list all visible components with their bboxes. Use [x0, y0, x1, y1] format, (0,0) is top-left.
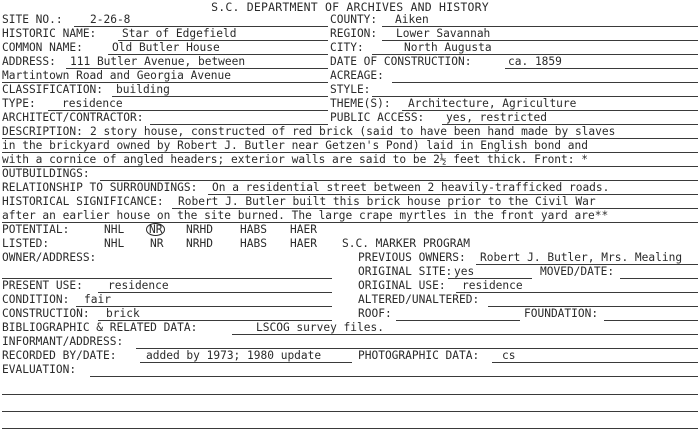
style-label: STYLE: — [330, 83, 371, 96]
description-line-3 — [0, 153, 700, 166]
row-relationship — [0, 181, 700, 194]
historic-name-label: HISTORIC NAME: — [2, 27, 97, 40]
potential-nrhd: NRHD — [186, 223, 213, 236]
row-potential — [0, 223, 700, 236]
listed-label: LISTED: — [2, 237, 50, 250]
recorded-by-label: RECORDED BY/DATE: — [2, 349, 117, 362]
outbuildings-label: OUTBUILDINGS: — [2, 167, 90, 180]
present-use-label: PRESENT USE: — [2, 279, 83, 292]
site-no-value: 2-26-8 — [90, 13, 131, 26]
row-informant — [0, 335, 700, 348]
region-label: REGION: — [330, 27, 378, 40]
listed-haer: HAER — [290, 237, 317, 250]
potential-habs: HABS — [240, 223, 267, 236]
common-name-label: COMMON NAME: — [2, 41, 83, 54]
bibliographic-value: LSCOG survey files. — [256, 321, 384, 334]
listed-habs: HABS — [240, 237, 267, 250]
listed-nr: NR — [150, 237, 164, 250]
row-address2-acreage — [0, 69, 700, 82]
construction-label: CONSTRUCTION: — [2, 307, 90, 320]
condition-value: fair — [84, 293, 111, 306]
date-value: ca. 1859 — [508, 55, 562, 68]
public-access-value: yes, restricted — [446, 111, 548, 124]
description-line-2 — [0, 139, 700, 152]
description-text-1: 2 story house, constructed of red brick (said to have been hand made by slaves — [90, 125, 616, 138]
type-value: residence — [62, 97, 123, 110]
type-label: TYPE: — [2, 97, 36, 110]
original-use-label: ORIGINAL USE: — [358, 279, 446, 292]
description-text-3: with a cornice of angled headers; exterior walls are said to be 2½ feet thick. Front: * — [2, 153, 588, 166]
relationship-label: RELATIONSHIP TO SURROUNDINGS: — [2, 181, 198, 194]
owner-label: OWNER/ADDRESS: — [2, 251, 97, 264]
row-evaluation — [0, 363, 700, 376]
row-use — [0, 279, 700, 292]
common-name-value: Old Butler House — [112, 41, 220, 54]
previous-owners-label: PREVIOUS OWNERS: — [358, 251, 466, 264]
row-name-region — [0, 27, 700, 40]
bibliographic-label: BIBLIOGRAPHIC & RELATED DATA: — [2, 321, 198, 334]
themes-value: Architecture, Agriculture — [408, 97, 577, 110]
potential-label: POTENTIAL: — [2, 223, 70, 236]
description-label: DESCRIPTION: — [2, 125, 83, 138]
potential-nr-circled — [146, 223, 165, 236]
evaluation-rule-2 — [2, 394, 698, 395]
public-access-label: PUBLIC ACCESS: — [330, 111, 425, 124]
row-type-themes — [0, 97, 700, 110]
description-line-1 — [0, 125, 700, 138]
row-architect-access — [0, 111, 700, 124]
description-text-2: in the brickyard owned by Robert J. Butler near Getzen's Pond) laid in English bond and — [2, 139, 588, 152]
significance-text-2: after an earlier house on the site burned. The large crape myrtles in the front yard are** — [2, 209, 609, 222]
region-value: Lower Savannah — [396, 27, 491, 40]
themes-label: THEME(S): — [330, 97, 391, 110]
county-value: Aiken — [395, 13, 429, 26]
potential-nhl: NHL — [104, 223, 125, 236]
marker-program: S.C. MARKER PROGRAM — [342, 237, 470, 250]
evaluation-rule-4 — [2, 428, 698, 429]
evaluation-rule-1 — [90, 376, 698, 377]
potential-nr-mark: NR — [146, 223, 165, 236]
previous-owners-value: Robert J. Butler, Mrs. Mealing — [480, 251, 683, 264]
form-header: S.C. DEPARTMENT OF ARCHIVES AND HISTORY — [211, 0, 489, 14]
foundation-label: FOUNDATION: — [524, 307, 599, 320]
city-label: CITY: — [330, 41, 364, 54]
address-value-line2: Martintown Road and Georgia Avenue — [2, 69, 232, 82]
row-significance-1 — [0, 195, 700, 208]
address-value: 111 Butler Avenue, between — [70, 55, 246, 68]
photographic-value: cs — [502, 349, 516, 362]
row-construction — [0, 307, 700, 320]
row-condition — [0, 293, 700, 306]
listed-nrhd: NRHD — [186, 237, 213, 250]
condition-label: CONDITION: — [2, 293, 70, 306]
significance-label: HISTORICAL SIGNIFICANCE: — [2, 195, 164, 208]
recorded-by-value: added by 1973; 1980 update — [146, 349, 322, 362]
row-original-site — [0, 265, 700, 278]
evaluation-label: EVALUATION: — [2, 363, 77, 376]
row-bibliographic — [0, 321, 700, 334]
city-value: North Augusta — [404, 41, 492, 54]
listed-nhl: NHL — [104, 237, 125, 250]
classification-value: building — [116, 83, 170, 96]
roof-label: ROOF: — [358, 307, 392, 320]
original-site-label: ORIGINAL SITE: — [358, 265, 453, 278]
original-use-value: residence — [462, 279, 523, 292]
row-outbuildings — [0, 167, 700, 180]
historic-name-value: Star of Edgefield — [122, 27, 237, 40]
row-recorded — [0, 349, 700, 362]
row-site-county — [0, 13, 700, 26]
altered-label: ALTERED/UNALTERED: — [358, 293, 480, 306]
classification-label: CLASSIFICATION: — [2, 83, 104, 96]
row-owner — [0, 251, 700, 264]
address-label: ADDRESS: — [2, 55, 56, 68]
row-address-date — [0, 55, 700, 68]
present-use-value: residence — [108, 279, 169, 292]
potential-haer: HAER — [290, 223, 317, 236]
moved-date-label: MOVED/DATE: — [540, 265, 615, 278]
construction-value: brick — [106, 307, 140, 320]
row-listed — [0, 237, 700, 250]
significance-text-1: Robert J. Butler built this brick house prior to the Civil War — [178, 195, 596, 208]
acreage-label: ACREAGE: — [330, 69, 384, 82]
architect-label: ARCHITECT/CONTRACTOR: — [2, 111, 144, 124]
evaluation-rule-3 — [2, 411, 698, 412]
county-label: COUNTY: — [330, 13, 378, 26]
photographic-label: PHOTOGRAPHIC DATA: — [358, 349, 480, 362]
row-significance-2 — [0, 209, 700, 222]
row-common-city — [0, 41, 700, 54]
site-no-label: SITE NO.: — [2, 13, 63, 26]
original-site-value: yes — [454, 265, 475, 278]
relationship-value: On a residential street between 2 heavily-trafficked roads. — [212, 181, 610, 194]
row-class-style — [0, 83, 700, 96]
date-label: DATE OF CONSTRUCTION: — [330, 55, 472, 68]
informant-label: INFORMANT/ADDRESS: — [2, 335, 124, 348]
